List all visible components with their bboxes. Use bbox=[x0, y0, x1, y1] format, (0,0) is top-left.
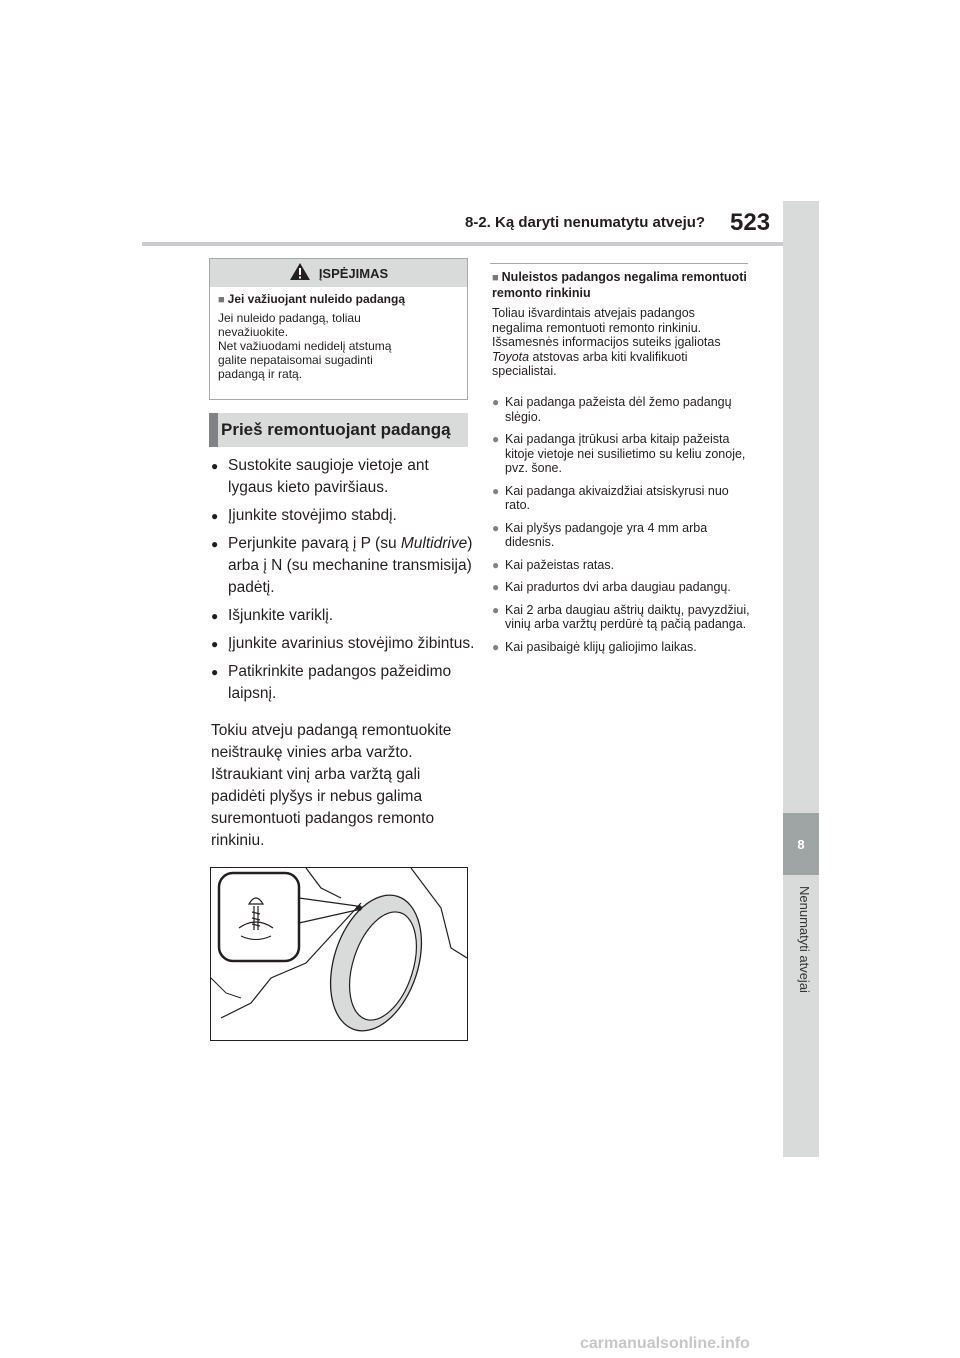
tire-diagram-svg bbox=[211, 868, 467, 1040]
page-number: 523 bbox=[730, 209, 771, 236]
section-header-title: 8-2. Ką daryti nenumatytu atveju? bbox=[465, 214, 706, 231]
warning-subheading-row bbox=[218, 292, 459, 306]
list-item-text: Kai pradurtos dvi arba daugiau padangų. bbox=[505, 580, 731, 594]
tire-nail-illustration bbox=[210, 867, 468, 1041]
warning-box bbox=[209, 258, 468, 400]
bullet-icon: ● bbox=[492, 557, 500, 572]
list-item-text: Išjunkite variklį. bbox=[228, 607, 334, 624]
warning-title: ĮSPĖJIMAS bbox=[318, 265, 389, 281]
list-item-text: Kai pasibaigė klijų galiojimo laikas. bbox=[505, 639, 697, 654]
right-column-rule bbox=[490, 263, 748, 264]
list-item bbox=[211, 533, 476, 599]
multidrive-term: Multidrive bbox=[400, 535, 468, 552]
bullet-icon: ● bbox=[492, 432, 500, 446]
list-item bbox=[492, 558, 752, 573]
list-item-text: Kai padanga akivaizdžiai atsiskyrusi nuo rato. bbox=[505, 483, 729, 512]
list-item bbox=[211, 633, 476, 655]
list-item bbox=[211, 661, 476, 705]
magnified-callout bbox=[219, 873, 299, 961]
bullet-icon: ● bbox=[211, 509, 219, 523]
list-item-text: Kai pažeistas ratas. bbox=[505, 557, 615, 572]
bullet-icon: ● bbox=[492, 520, 500, 535]
list-item bbox=[492, 521, 752, 550]
repair-note-paragraph: Tokiu atveju padangą remontuokite neištraukę vinies arba varžto. Ištraukiant vinį arba varžtą gali padidėti plyšys ir nebus galima suremontuoti padangos remonto rinkiniu. bbox=[211, 722, 452, 849]
list-item bbox=[211, 455, 476, 499]
bullet-icon: ● bbox=[492, 395, 500, 409]
intro-text-part: atstovas arba kiti kvalifikuoti specialistai. bbox=[492, 349, 688, 378]
bumper-line bbox=[211, 978, 241, 998]
list-item-text: Patikrinkite padangos pažeidimo laipsnį. bbox=[228, 663, 452, 702]
bullet-icon: ● bbox=[211, 637, 219, 651]
bullet-icon: ● bbox=[211, 459, 219, 473]
section-heading: Prieš remontuojant padangą bbox=[209, 413, 468, 447]
bullet-icon: ● bbox=[492, 483, 500, 498]
list-item-text-part: ) arba į N (su mechanine transmisija) padėtį. bbox=[228, 535, 473, 596]
toyota-brand: Toyota bbox=[492, 349, 530, 364]
list-item-text: Kai 2 arba daugiau aštrių daiktų, pavyzdžiui, vinių arba varžtų perdūrė tą pačią padanga. bbox=[505, 602, 750, 631]
list-item-text: Kai plyšys padangoje yra 4 mm arba didesnis. bbox=[505, 520, 708, 549]
preparation-steps-list bbox=[211, 455, 476, 711]
list-item bbox=[211, 605, 476, 627]
warning-text: Jei nuleido padangą, toliau nevažiuokite. Net važiuodami nedidelį atstumą galite nepataisomai sugadinti padangą ir ratą. bbox=[218, 311, 392, 381]
list-item-text bbox=[228, 533, 476, 599]
chapter-title: Nenumatyti atvejai bbox=[797, 886, 812, 993]
watermark: carmanualsonline.info bbox=[580, 1335, 750, 1352]
cannot-repair-heading-text: Nuleistos padangos negalima remontuoti remonto rinkiniu bbox=[492, 270, 747, 300]
bullet-icon: ● bbox=[211, 665, 219, 679]
list-item-text: Įjunkite avarinius stovėjimo žibintus. bbox=[228, 635, 475, 652]
bullet-icon: ● bbox=[492, 639, 500, 654]
list-item bbox=[211, 505, 476, 527]
warning-header bbox=[210, 259, 467, 287]
list-item bbox=[492, 395, 752, 424]
square-bullet-icon: ■ bbox=[492, 272, 499, 284]
bullet-icon: ● bbox=[492, 580, 500, 594]
list-item-text: Kai padanga pažeista dėl žemo padangų slėgio. bbox=[505, 395, 732, 424]
list-item bbox=[492, 484, 752, 513]
header-rule bbox=[142, 242, 783, 246]
list-item bbox=[492, 640, 752, 655]
chapter-number: 8 bbox=[783, 813, 819, 875]
fender-line bbox=[306, 868, 341, 898]
list-item-text: Sustokite saugioje vietoje ant lygaus kieto paviršiaus. bbox=[228, 457, 429, 496]
chapter-side-tab bbox=[783, 201, 819, 1157]
bullet-icon: ● bbox=[211, 537, 219, 551]
intro-text-part: Toliau išvardintais atvejais padangos negalima remontuoti remonto rinkiniu. Išsamesnės informacijos suteiks įgaliotas bbox=[492, 306, 721, 349]
cannot-repair-heading bbox=[492, 270, 747, 301]
bullet-icon: ● bbox=[211, 609, 219, 623]
list-item-text: Kai padanga įtrūkusi arba kitaip pažeista kitoje vietoje nei susilietimo su keliu zonoje, pvz. šone. bbox=[505, 432, 746, 475]
list-item bbox=[492, 432, 752, 476]
list-item-text-part: Perjunkite pavarą į P (su bbox=[228, 535, 401, 552]
cannot-repair-list bbox=[492, 395, 752, 662]
warning-triangle-icon bbox=[289, 262, 311, 284]
bullet-icon: ● bbox=[492, 602, 500, 617]
list-item bbox=[492, 580, 752, 595]
warning-subheading: Jei važiuojant nuleido padangą bbox=[227, 292, 406, 306]
cannot-repair-intro bbox=[492, 306, 747, 379]
callout-line bbox=[299, 898, 357, 906]
square-bullet-icon: ■ bbox=[218, 294, 225, 306]
list-item-text: Įjunkite stovėjimo stabdį. bbox=[228, 507, 397, 524]
list-item bbox=[492, 603, 752, 632]
